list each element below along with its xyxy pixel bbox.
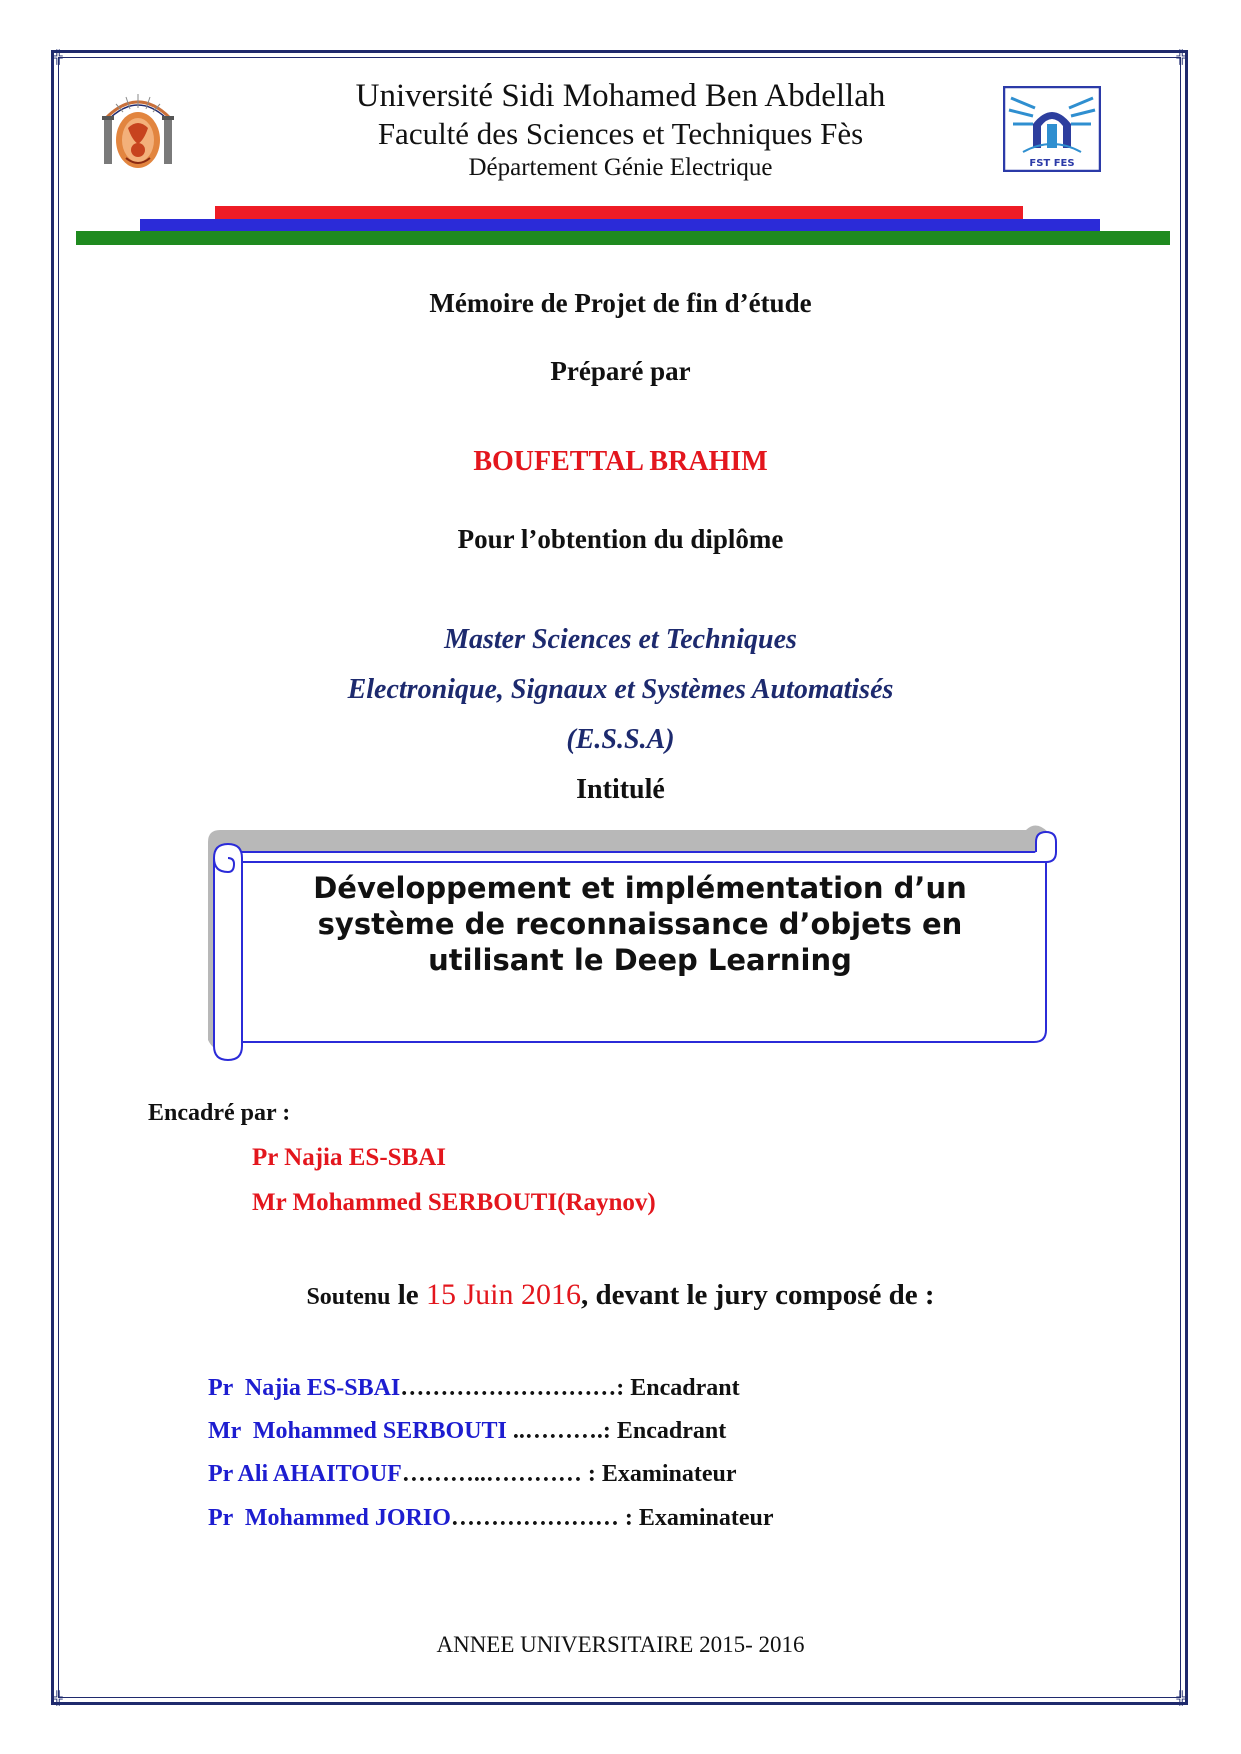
jury-member-role: Encadrant (616, 1418, 727, 1444)
jury-member-name: Pr Najia ES-SBAI (208, 1375, 401, 1401)
thesis-title-line-2: système de reconnaissance d’objets en (317, 907, 963, 941)
jury-member-row (208, 1375, 740, 1402)
header-bar-blue (140, 219, 1100, 231)
header-bar-red (215, 206, 1023, 219)
prepared-by-label: Préparé par (550, 356, 691, 386)
department-name: Département Génie Electrique (468, 154, 773, 181)
academic-year: ANNEE UNIVERSITAIRE 2015- 2016 (436, 1632, 805, 1657)
corner-ornament-bottom-left: ╬ (53, 1690, 63, 1705)
jury-member-role: Examinateur (601, 1461, 737, 1487)
fst-fes-logo-text: FST FES (1029, 158, 1075, 169)
memoire-heading: Mémoire de Projet de fin d’étude (429, 288, 812, 318)
jury-member-dots: ..……….: (506, 1418, 617, 1444)
corner-ornament-top-right: ╬ (1176, 49, 1186, 64)
supervisor-2: Mr Mohammed SERBOUTI(Raynov) (252, 1189, 656, 1216)
jury-member-row (208, 1461, 736, 1488)
supervised-by-label: Encadré par : (148, 1100, 291, 1126)
specialty-abbreviation: (E.S.S.A) (566, 724, 675, 755)
jury-member-name: Pr Ali AHAITOUF (208, 1461, 402, 1487)
header-bar-green (76, 231, 1170, 245)
defense-prefix: le (390, 1279, 426, 1311)
author-name: BOUFETTAL BRAHIM (473, 446, 768, 477)
thesis-title-line-1: Développement et implémentation d’un (313, 871, 967, 905)
jury-member-dots: ………..………… : (401, 1461, 602, 1487)
defense-statement (0, 1278, 1241, 1312)
university-name: Université Sidi Mohamed Ben Abdellah (355, 78, 886, 114)
thesis-title-line-3: utilisant le Deep Learning (428, 943, 852, 977)
jury-member-role: Examinateur (638, 1505, 774, 1531)
jury-member-role: Encadrant (624, 1375, 740, 1401)
defense-prefix-small: Soutenu (306, 1284, 391, 1310)
jury-member-dots: ………………… : (450, 1505, 639, 1531)
jury-member-dots: ………………………: (400, 1375, 625, 1401)
jury-member-name: Pr Mohammed JORIO (208, 1505, 451, 1531)
supervisor-1: Pr Najia ES-SBAI (252, 1144, 447, 1171)
diploma-label: Pour l’obtention du diplôme (457, 524, 784, 554)
specialty-name: Electronique, Signaux et Systèmes Automatisés (347, 674, 894, 705)
corner-ornament-bottom-right: ╬ (1176, 1690, 1186, 1705)
defense-date: 15 Juin 2016 (425, 1278, 581, 1311)
jury-member-row (208, 1505, 774, 1532)
master-program: Master Sciences et Techniques (444, 624, 797, 655)
corner-ornament-top-left: ╬ (53, 49, 63, 64)
defense-suffix: , devant le jury composé de : (580, 1279, 935, 1311)
jury-member-name: Mr Mohammed SERBOUTI (208, 1418, 507, 1444)
faculty-name: Faculté des Sciences et Techniques Fès (377, 116, 864, 151)
thesis-title (240, 870, 1040, 978)
jury-member-row (208, 1418, 726, 1445)
title-label: Intitulé (576, 774, 665, 805)
